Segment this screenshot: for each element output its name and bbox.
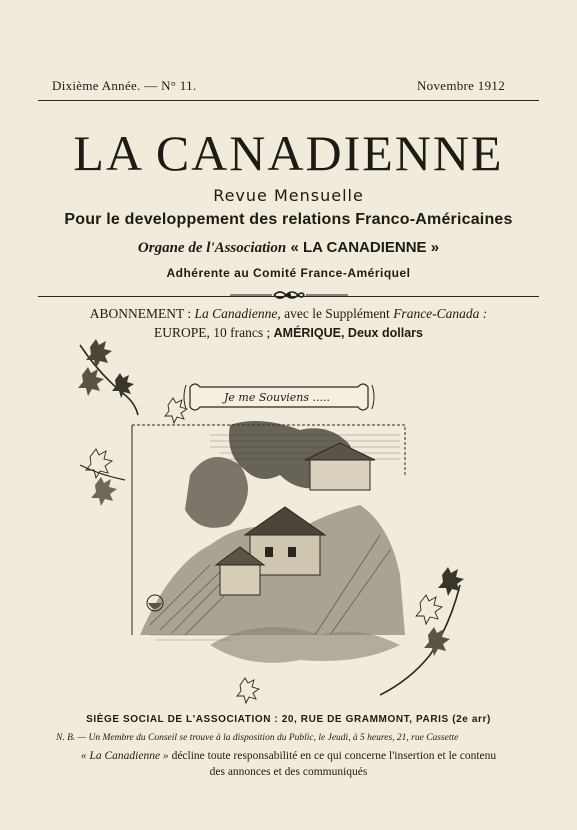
price-amerique: AMÉRIQUE, Deux dollars — [273, 326, 423, 340]
disclaimer-pub-name: « La Canadienne » — [80, 750, 169, 762]
section-rule — [38, 296, 539, 297]
disclaimer-line-1 — [0, 750, 577, 762]
subscription-pub-name: La Canadienne, — [194, 306, 281, 321]
subscription-supplement: France-Canada : — [393, 306, 488, 321]
organ-line — [0, 239, 577, 257]
adherente-line: Adhérente au Comité France-Amériquel — [166, 266, 411, 280]
subscription-line-1 — [0, 306, 577, 322]
issue-date: Novembre 1912 — [416, 78, 505, 93]
issue-number: Dixième Année. — N° 11. — [52, 78, 197, 93]
ornament-divider — [228, 288, 350, 302]
subscription-mid-text: avec le Supplément — [284, 306, 390, 321]
motto-scroll-text: Je me Souviens ..... — [223, 390, 331, 404]
nota-bene: N. B. — Un Membre du Conseil se trouve à la disposition du Public, le Jeudi, à 5 heures, 21, rue Cassette — [56, 733, 459, 743]
disclaimer-text: décline toute responsabilité en ce qui concerne l'insertion et le contenu — [171, 750, 497, 762]
headquarters-address: SIÈGE SOCIAL DE L'ASSOCIATION : 20, RUE DE GRAMMONT, PARIS (2e arr) — [86, 714, 491, 725]
disclaimer-line-2: des annonces et des communiqués — [209, 766, 368, 778]
masthead-subtitle: Revue Mensuelle — [213, 186, 364, 205]
masthead-tagline: Pour le developpement des relations Franco-Américaines — [64, 211, 513, 228]
price-europe: EUROPE, 10 francs ; — [154, 325, 271, 340]
subscription-label: ABONNEMENT : — [89, 306, 192, 321]
organ-name: « LA CANADIENNE » — [290, 239, 440, 256]
header-rule — [38, 100, 539, 101]
organ-prefix: Organe de l'Association — [137, 240, 287, 256]
masthead-title: LA CANADIENNE — [73, 125, 504, 181]
